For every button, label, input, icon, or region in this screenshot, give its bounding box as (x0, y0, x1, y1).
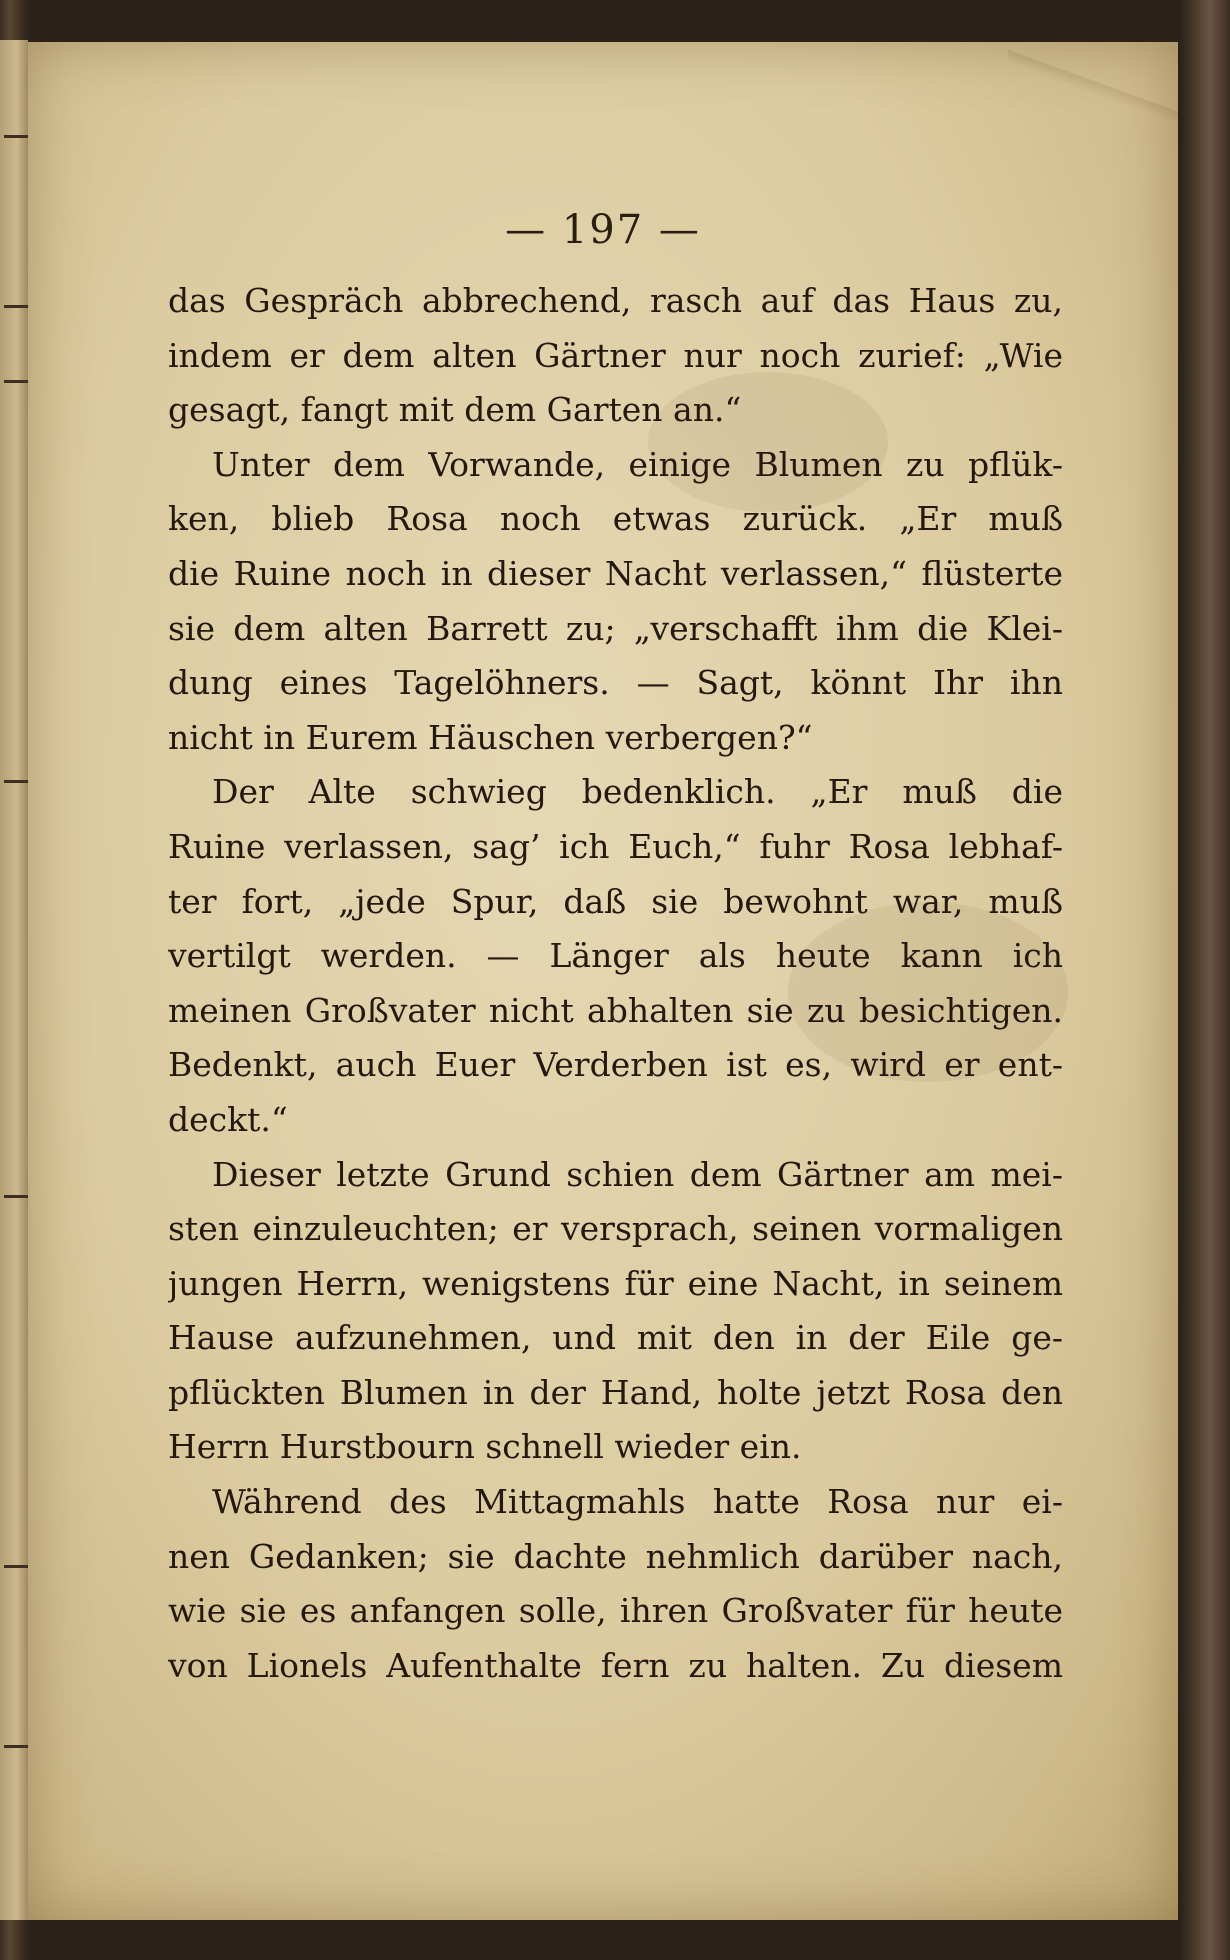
edge-mark (4, 380, 28, 383)
text-line: wie sie es anfangen solle, ihren Großvater für heute (168, 1591, 1063, 1631)
text-line: nicht in Eurem Häuschen verbergen?“ (168, 717, 813, 757)
text-line: vertilgt werden. — Länger als heute kann ich (168, 936, 1063, 976)
text-line: Herrn Hurstbourn schnell wieder ein. (168, 1427, 802, 1467)
text-line: meinen Großvater nicht abhalten sie zu besichtigen. (168, 990, 1063, 1030)
text-line: nen Gedanken; sie dachte nehmlich darüber nach, (168, 1536, 1063, 1576)
edge-mark (4, 780, 28, 783)
text-line: sie dem alten Barrett zu; „verschafft ihm die Klei- (168, 608, 1063, 648)
text-line: Dieser letzte Grund schien dem Gärtner am mei- (212, 1154, 1063, 1194)
edge-mark (4, 305, 28, 308)
edge-mark (4, 1195, 28, 1198)
edge-mark (4, 1565, 28, 1568)
text-line: deckt.“ (168, 1099, 288, 1139)
text-line: Der Alte schwieg bedenklich. „Er muß die (212, 772, 1063, 812)
book-page (28, 42, 1178, 1920)
edge-mark (4, 1745, 28, 1748)
text-line: von Lionels Aufenthalte fern zu halten. Zu diesem (168, 1645, 1063, 1685)
text-line: gesagt, fangt mit dem Garten an.“ (168, 390, 742, 430)
text-line: die Ruine noch in dieser Nacht verlassen,“ flüsterte (168, 553, 1063, 593)
text-line: Während des Mittagmahls hatte Rosa nur ei- (212, 1482, 1063, 1522)
text-line: pflückten Blumen in der Hand, holte jetzt Rosa den (168, 1372, 1063, 1412)
text-line: dung eines Tagelöhners. — Sagt, könnt Ihr ihn (168, 663, 1063, 703)
text-line: Hause aufzunehmen, und mit den in der Eile ge- (168, 1318, 1063, 1358)
text-line: jungen Herrn, wenigstens für eine Nacht, in seinem (168, 1263, 1063, 1303)
text-line: Bedenkt, auch Euer Verderben ist es, wird er ent- (168, 1045, 1063, 1085)
text-line: das Gespräch abbrechend, rasch auf das Haus zu, (168, 281, 1063, 320)
page-corner-fold (1008, 42, 1178, 152)
text-line: indem er dem alten Gärtner nur noch zurief: „Wie (168, 335, 1063, 375)
text-line: Ruine verlassen, sag’ ich Euch,“ fuhr Rosa lebhaf- (168, 826, 1063, 866)
text-line: Unter dem Vorwande, einige Blumen zu pflük- (212, 444, 1063, 484)
body-text (168, 274, 1063, 1693)
page-number: — 197 — (505, 207, 701, 253)
previous-page-edge (0, 40, 28, 1920)
text-line: ken, blieb Rosa noch etwas zurück. „Er muß (168, 499, 1063, 539)
text-line: ter fort, „jede Spur, daß sie bewohnt war, muß (168, 881, 1063, 921)
text-line: sten einzuleuchten; er versprach, seinen vormaligen (168, 1209, 1063, 1249)
edge-mark (4, 135, 28, 138)
